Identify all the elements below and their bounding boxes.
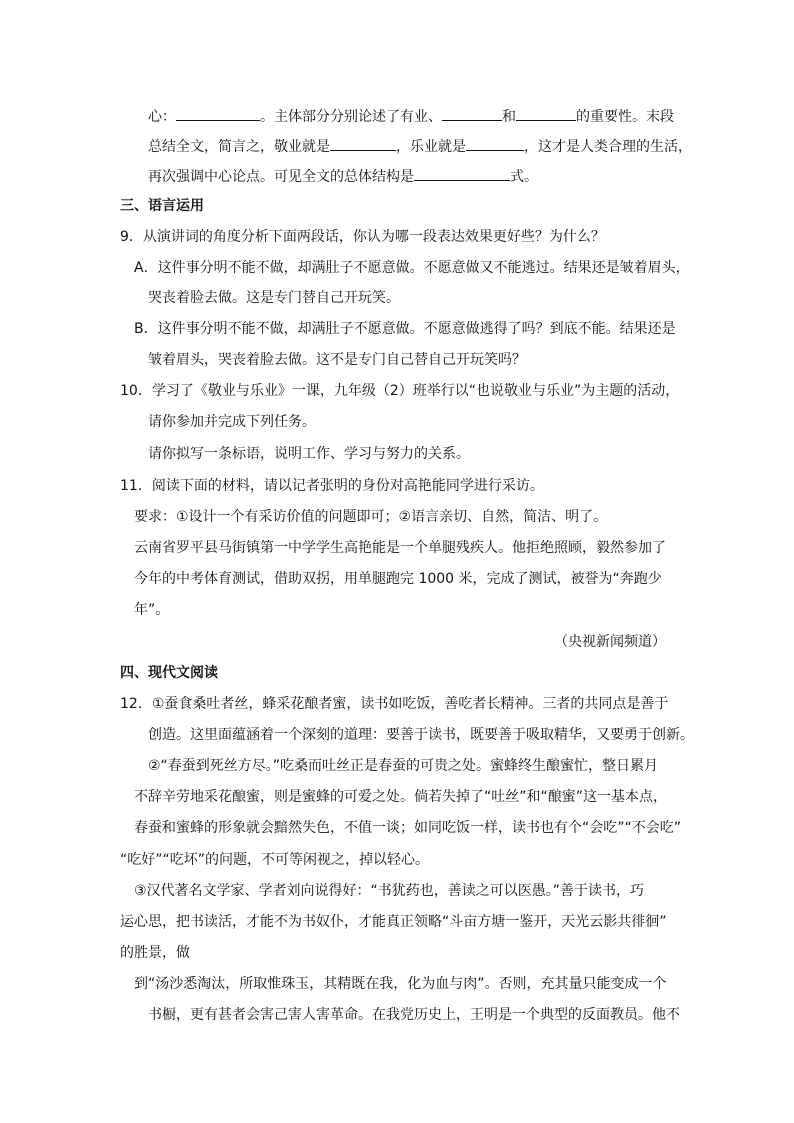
q12-line-11: 书橱，更有甚者会害己害人害革命。在我党历史上，王明是一个典型的反面教员。他不 bbox=[148, 1007, 680, 1023]
q9-option-b-line-1: B．这件事分明不能不做，却满肚子不愿意做。不愿意做逃得了吗？到底不能。结果还是 bbox=[134, 321, 676, 337]
section-heading-3: 三、语言运用 bbox=[120, 198, 204, 214]
q12-line-2: 创造。这里面蕴涵着一个深刻的道理：要善于读书，既要善于吸取精华，又要勇于创新。 bbox=[148, 727, 694, 743]
text-segment: 总结全文，简言之，敬业就是 bbox=[148, 139, 330, 155]
q12-line-5: 春蚕和蜜蜂的形象就会黯然失色，不值一谈；如同吃饭一样，读书也有个“会吃”“不会吃” bbox=[134, 820, 682, 836]
blank-5 bbox=[466, 136, 524, 151]
q12-line-6: “吃好”“吃坏”的问题，不可等闲视之，掉以轻心。 bbox=[120, 852, 430, 868]
question-10-line-1: 10．学习了《敬业与乐业》一课，九年级（2）班举行以“也说敬业与乐业”为主题的活动， bbox=[120, 383, 680, 399]
text-segment: ，乐业就是 bbox=[396, 139, 466, 155]
question-10-task: 请你拟写一条标语，说明工作、学习与努力的关系。 bbox=[148, 446, 470, 462]
q12-line-10: 到“汤沙悉淘汰，所取惟珠玉，其精既在我，化为血与肉”。否则，充其量只能变成一个 bbox=[134, 976, 667, 992]
q12-line-9: 的胜景，做 bbox=[120, 945, 190, 961]
text-segment: 心： bbox=[148, 109, 176, 125]
q9-option-a-line-2: 哭丧着脸去做。这是专门替自己开玩笑。 bbox=[148, 290, 400, 306]
q12-line-4: 不辞辛劳地采花酿蜜，则是蜜蜂的可爱之处。倘若失掉了“吐丝”和“酿蜜”这一基本点， bbox=[134, 789, 668, 805]
blank-1 bbox=[176, 106, 260, 121]
para-structure-line-1 bbox=[148, 106, 674, 127]
q12-line-3: ②“春蚕到死丝方尽。”吃桑而吐丝正是春蚕的可贵之处。蜜蜂终生酿蜜忙，整日累月 bbox=[148, 758, 659, 774]
section-heading-4: 四、现代文阅读 bbox=[120, 665, 218, 681]
q11-material-line-3: 年”。 bbox=[134, 602, 170, 618]
q11-material-line-1: 云南省罗平县马街镇第一中学学生高艳能是一个单腿残疾人。他拒绝照顾，毅然参加了 bbox=[134, 540, 666, 556]
q11-source: （央视新闻频道） bbox=[554, 634, 666, 650]
q12-line-1: 12．①蚕食桑吐者丝，蜂采花酿者蜜，读书如吃饭，善吃者长精神。三者的共同点是善于 bbox=[120, 696, 669, 712]
blank-3 bbox=[516, 106, 576, 121]
para-structure-line-3 bbox=[148, 166, 538, 187]
q11-material-line-2: 今年的中考体育测试，借助双拐，用单腿跑完 1000 米，完成了测试，被誉为“奔跑少 bbox=[134, 571, 662, 587]
text-segment: ，这才是人类合理的生活， bbox=[524, 139, 692, 155]
q9-option-b-line-2: 皱着眉头，哭丧着脸去做。这不是专门自己替自己开玩笑吗？ bbox=[148, 352, 526, 368]
text-segment: 再次强调中心论点。可见全文的总体结构是 bbox=[148, 169, 414, 185]
question-9: 9．从演讲词的角度分析下面两段话，你认为哪一段表达效果更好些？为什么？ bbox=[120, 229, 605, 245]
text-segment: 和 bbox=[502, 109, 516, 125]
question-11-line-1: 11．阅读下面的材料，请以记者张明的身份对高艳能同学进行采访。 bbox=[120, 478, 544, 494]
q12-line-8: 运心思，把书读活，才能不为书奴仆，才能真正领略“斗亩方塘一鉴开，天光云影共徘徊” bbox=[120, 914, 667, 930]
blank-2 bbox=[442, 106, 502, 121]
q9-option-a-line-1: A．这件事分明不能不做，却满肚子不愿意做。不愿意做又不能逃过。结果还是皱着眉头， bbox=[134, 260, 690, 276]
blank-4 bbox=[330, 136, 396, 151]
q12-line-7: ③汉代著名文学家、学者刘向说得好：“书犹药也，善读之可以医愚。”善于读书，巧 bbox=[134, 883, 645, 899]
text-segment: 式。 bbox=[510, 169, 538, 185]
text-segment: 的重要性。末段 bbox=[576, 109, 674, 125]
question-10-line-2: 请你参加并完成下列任务。 bbox=[148, 414, 316, 430]
blank-6 bbox=[414, 166, 510, 181]
question-11-requirements: 要求：①设计一个有采访价值的问题即可；②语言亲切、自然，简洁、明了。 bbox=[134, 509, 608, 525]
para-structure-line-2 bbox=[148, 136, 692, 157]
text-segment: 。主体部分分别论述了有业、 bbox=[260, 109, 442, 125]
